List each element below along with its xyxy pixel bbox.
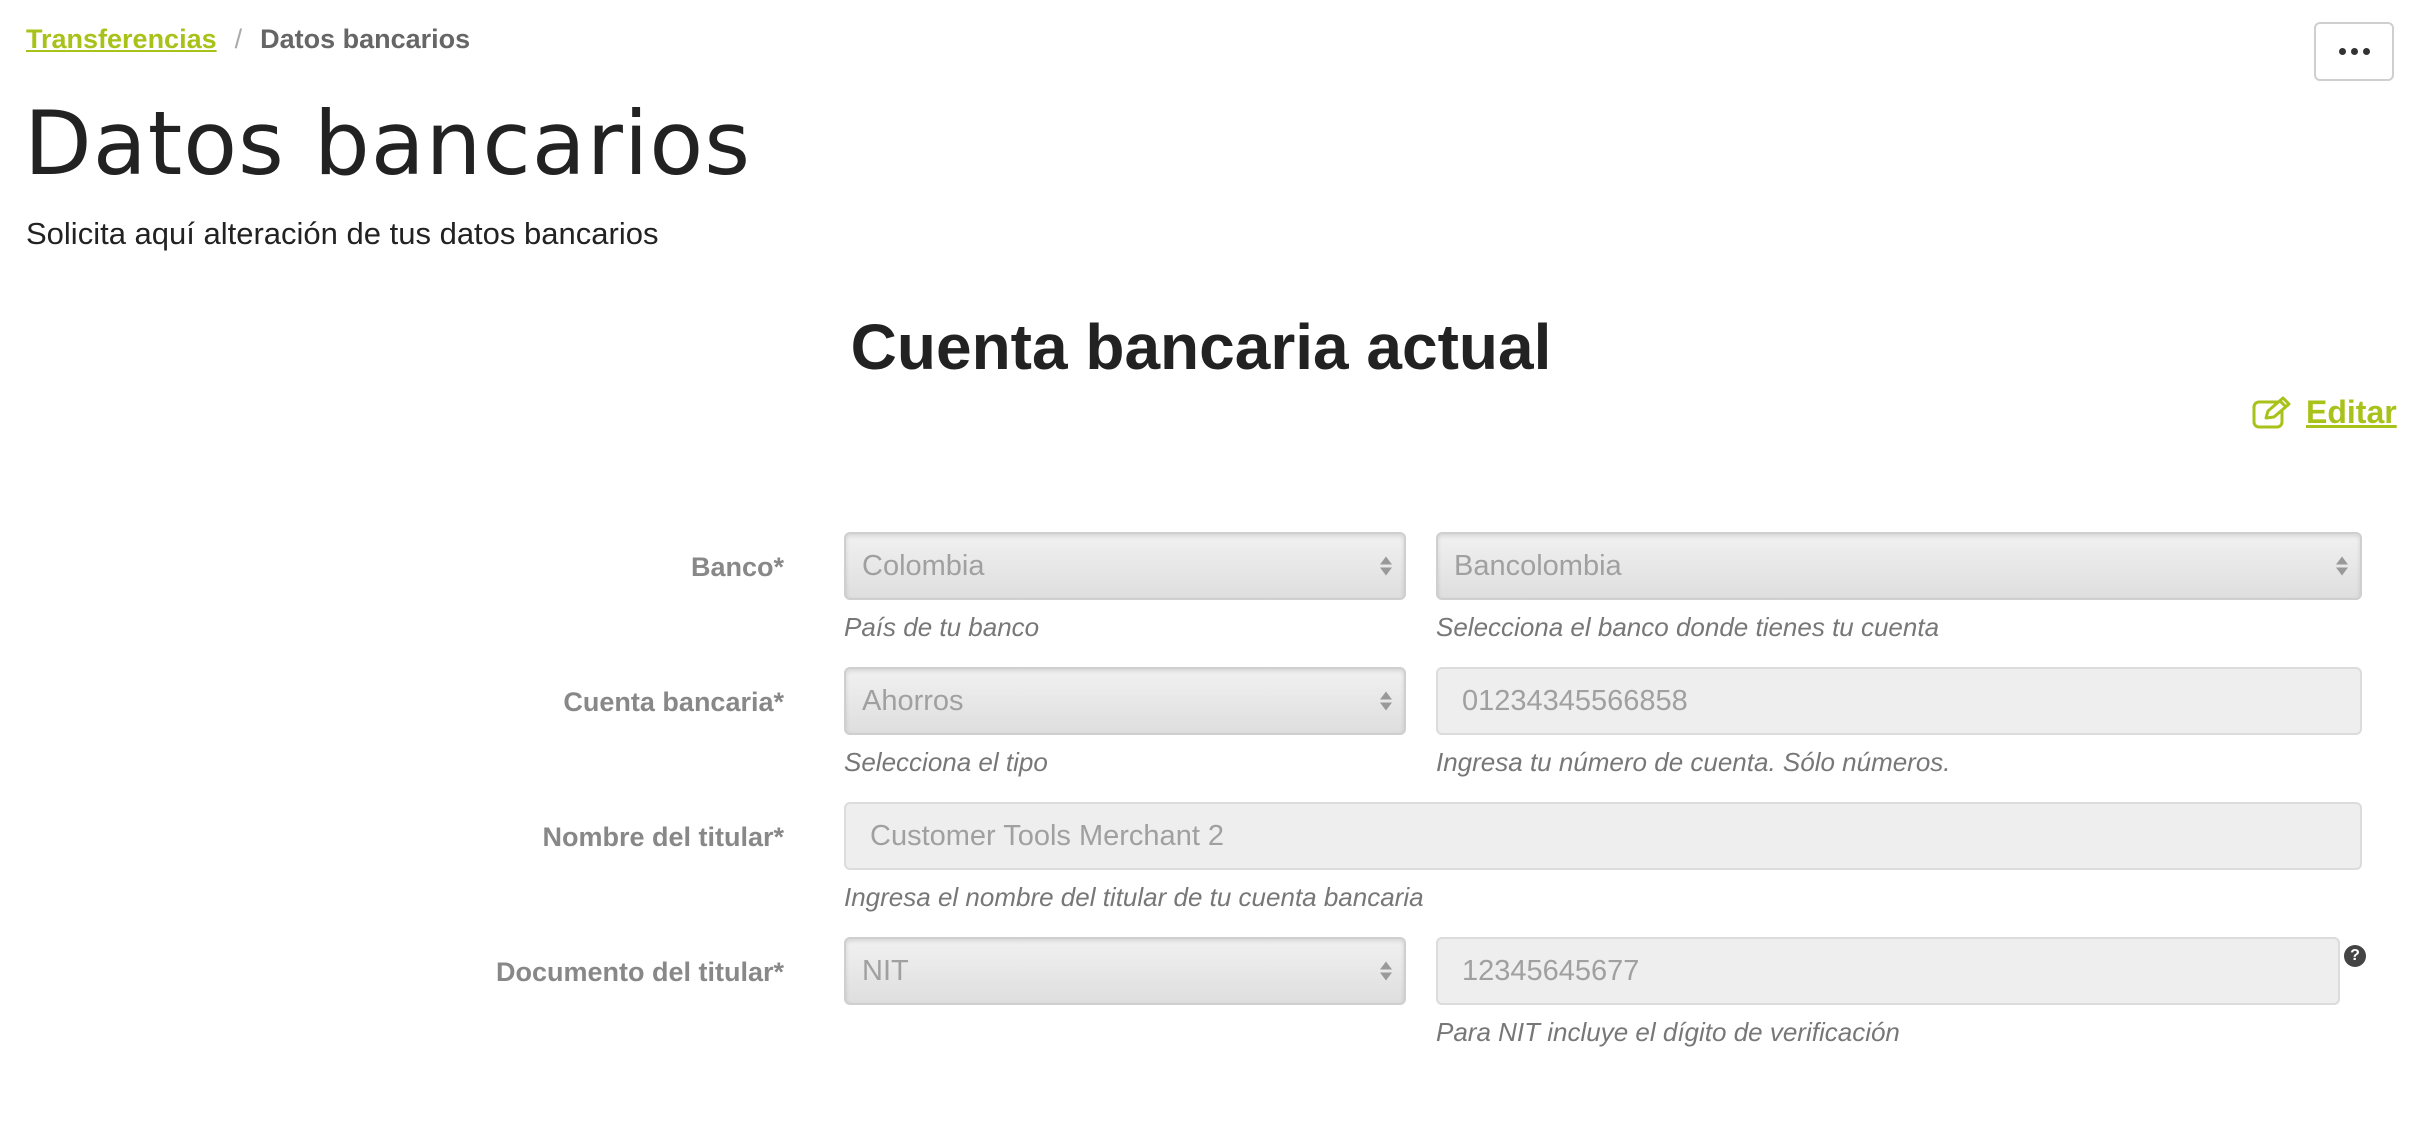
breadcrumb-separator: / — [234, 24, 243, 54]
documento-label: Documento del titular* — [495, 957, 784, 987]
document-number-input[interactable] — [1436, 937, 2340, 1005]
section-title-text: Cuenta bancaria actual — [850, 311, 1552, 383]
account-type-help: Selecciona el tipo — [844, 747, 1048, 777]
ellipsis-icon-dot — [2351, 48, 2358, 55]
document-number-value: 12345645677 — [1462, 954, 1640, 987]
holder-name-input[interactable] — [844, 802, 2362, 870]
titular-label: Nombre del titular* — [542, 822, 784, 852]
account-number-input[interactable] — [1436, 667, 2362, 735]
bank-select-value: Bancolombia — [1454, 549, 1622, 582]
document-help: Para NIT incluye el dígito de verificación — [1436, 1017, 1900, 1047]
breadcrumb-current: Datos bancarios — [260, 24, 471, 54]
account-type-select[interactable] — [844, 667, 1406, 735]
select-arrows-icon — [1380, 962, 1392, 981]
select-arrows-icon — [1380, 692, 1392, 711]
cuenta-label: Cuenta bancaria* — [563, 687, 784, 717]
holder-name-help: Ingresa el nombre del titular de tu cuenta bancaria — [844, 882, 1424, 912]
breadcrumb-link-transferencias[interactable]: Transferencias — [26, 24, 217, 54]
document-type-select[interactable] — [844, 937, 1406, 1005]
edit-label: Editar — [2306, 394, 2397, 430]
country-select-value: Colombia — [862, 549, 985, 582]
account-type-value: Ahorros — [862, 684, 964, 717]
account-number-value: 01234345566858 — [1462, 684, 1688, 717]
form-row-titular — [0, 802, 2420, 912]
banco-label: Banco* — [690, 552, 784, 582]
account-number-help: Ingresa tu número de cuenta. Sólo números. — [1436, 747, 1951, 777]
page-subtitle: Solicita aquí alteración de tus datos bancarios — [26, 216, 659, 251]
bank-select[interactable] — [1436, 532, 2362, 600]
page-title: Datos bancarios — [24, 92, 752, 195]
country-help: País de tu banco — [844, 612, 1040, 642]
ellipsis-icon-dot — [2363, 48, 2370, 55]
question-circle-icon[interactable]: ? — [2344, 945, 2366, 967]
more-options-button[interactable] — [2314, 22, 2394, 81]
select-arrows-icon — [1380, 557, 1392, 576]
form-row-documento — [0, 937, 2420, 1047]
edit-link[interactable] — [2252, 394, 2397, 431]
holder-name-value: Customer Tools Merchant 2 — [870, 819, 1225, 852]
document-type-value: NIT — [862, 954, 909, 987]
form-row-cuenta — [0, 667, 2420, 777]
country-select[interactable] — [844, 532, 1406, 600]
edit-icon — [2252, 396, 2292, 430]
form-row-banco — [0, 532, 2420, 642]
bank-help: Selecciona el banco donde tienes tu cuenta — [1436, 612, 1940, 642]
select-arrows-icon — [2336, 557, 2348, 576]
breadcrumb — [26, 24, 470, 55]
section-title — [0, 310, 2420, 384]
ellipsis-icon — [2339, 48, 2346, 55]
